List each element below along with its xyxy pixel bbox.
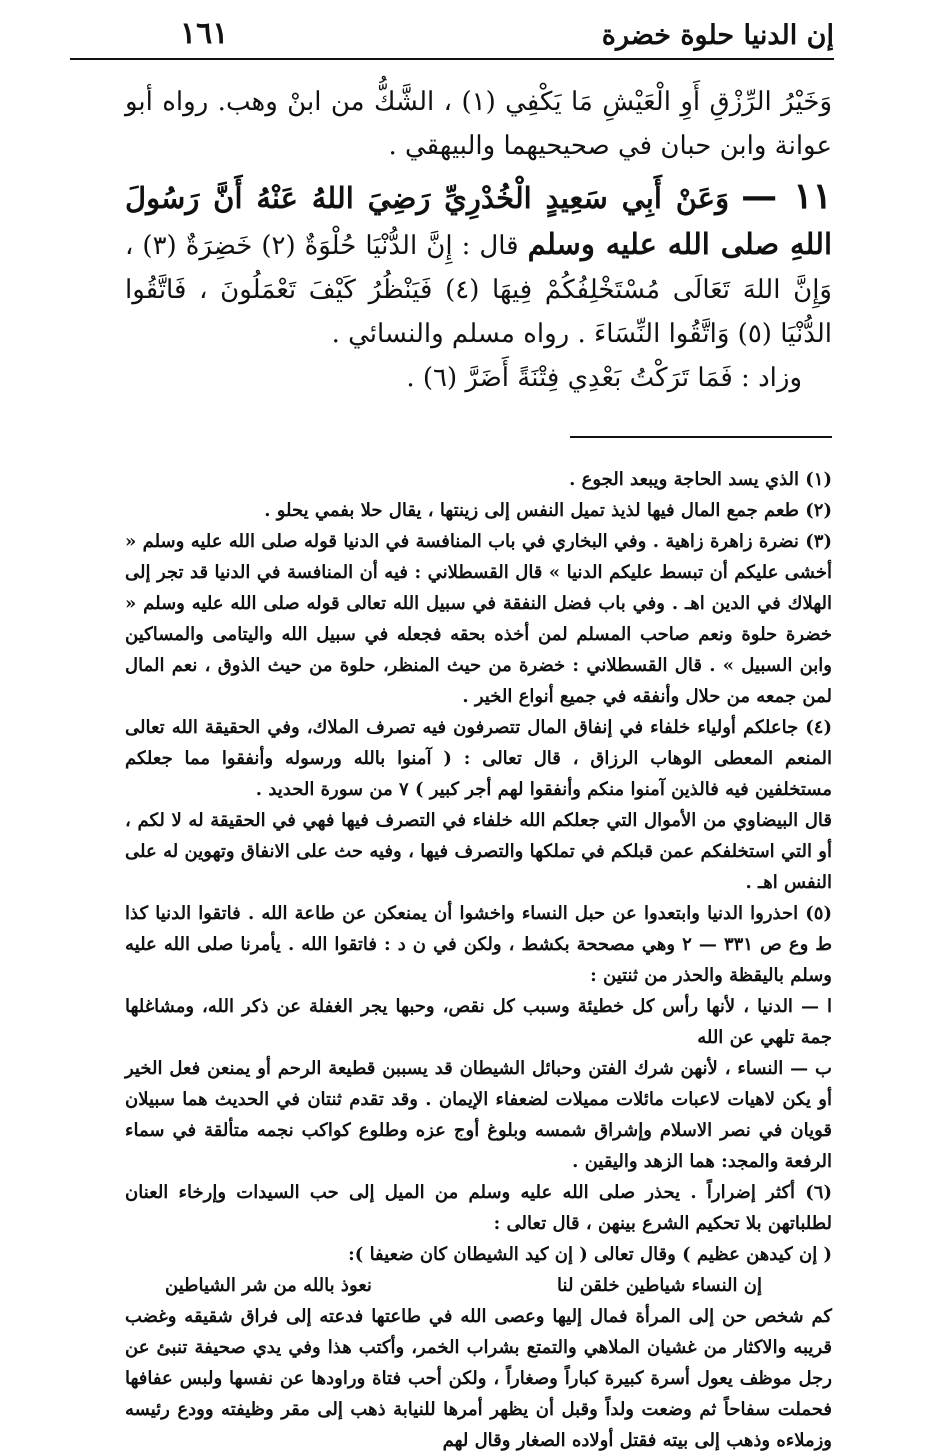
page-number: ١٦١ bbox=[180, 16, 229, 51]
hadith-opening: وَعَنْ أَبِي سَعِيدٍ الْخُدْرِيِّ رَضِيَ اللهُ عَنْهُ أَنَّ رَسُولَ اللهِ صلى الله عليه وسلم bbox=[125, 181, 832, 261]
footnote-5-item-b: ب — النساء ، لأنهن شرك الفتن وحبائل الشيطان قد يسببن قطيعة الرحم أو يمنعن فعل الخير أو يكن لاهيات لاعبات مائلات مميلات لضعفاء الإيمان . وقد تقدم ثنتان في الحديث هما سبيلان قويان في نصر الاسلام وإشراق شمسه وبلوغ أوج عزه وطلوع كواكب نجمه متألقة في سماء الرفعة والمجد: هما الزهد واليقين . bbox=[125, 1058, 832, 1172]
footnote-6: (٦) أكثر إضراراً . يحذر صلى الله عليه وسلم من الميل إلى حب السيدات وإرخاء العنان لطلباتهن بلا تحكيم الشرع بينهن ، قال تعالى : bbox=[125, 1182, 832, 1234]
footnote-separator bbox=[570, 436, 832, 438]
verse-hemistich-2: نعوذ بالله من شر الشياطين bbox=[165, 1275, 372, 1296]
main-text bbox=[125, 80, 832, 400]
main-paragraph-1: وَخَيْرُ الرِّزْقِ أَوِ الْعَيْشِ مَا يَكْفِي (١) ، الشَّكُّ من ابنْ وهب. رواه أبو عوانة وابن حبان في صحيحيهما والبيهقي . bbox=[125, 87, 832, 161]
footnote-6-quote: ( إن كيدهن عظيم ) وقال تعالى ( إن كيد الشيطان كان ضعيفا ): bbox=[348, 1244, 832, 1265]
footnote-1: (١) الذي يسد الحاجة ويبعد الجوع . bbox=[569, 469, 832, 490]
footnote-2: (٢) طعم جمع المال فيها لذيذ تميل النفس إلى زينتها ، يقال حلا بفمي يحلو . bbox=[264, 500, 832, 521]
footnote-6-continued: كم شخص حن إلى المرأة فمال إليها وعصى الله في طاعتها فدعته إلى فراق شقيقه وغضب قريبه والاكثار من غشيان الملاهي والتمتع بشراب الخمر، وأكتب هذا وفي يدي صحيفة تنبئ عن رجل موظف يعول أسرة كبيرة كباراً وصغاراً ، ولكن أحب فتاة وراودها عن نفسها ولبس عفافها فحملت سفاحاً ثم وضعت ولداً وقبل أن يظهر أمرها للنيابة ذهب إلى مقر وظيفته وودع رئيسه وزملاءه وذهب إلى بيته فقتل أولاده الصغار وقال لهم bbox=[125, 1306, 832, 1451]
page-header bbox=[70, 14, 834, 60]
footnote-4-continued: قال البيضاوي من الأموال التي جعلكم الله خلفاء في التصرف فيها فهي في الحقيقة له لا لكم ، أو التي استخلفكم عمن قبلكم في تملكها والتصرف فيها ، وفيه حث على الانفاق وتهوين له على النفس اهـ . bbox=[125, 810, 832, 893]
footnote-5: (٥) احذروا الدنيا وابتعدوا عن حبل النساء واخشوا أن يمنعكن عن طاعة الله . فاتقوا الدنيا كذا ط وع ص ٣٣١ — ٢ وهي مصححة بكشط ، ولكن في ن د : فاتقوا الله . يأمرنا صلى الله عليه وسلم باليقظة والحذر من ثنتين : bbox=[125, 903, 832, 986]
poetry-verse bbox=[125, 1270, 832, 1301]
verse-hemistich-1: إن النساء شياطين خلقن لنا bbox=[557, 1275, 762, 1296]
hadith-text: قال : إِنَّ الدُّنْيَا حُلْوَةٌ (٢) خَضِرَةٌ (٣) ، وَإِنَّ اللهَ تَعَالَى مُسْتَخْلِفُكُمْ فِيهَا (٤) فَيَنْظُرُ كَيْفَ تَعْمَلُونَ ، فَاتَّقُوا الدُّنْيَا (٥) وَاتَّقُوا النِّسَاءَ . رواه مسلم والنسائي . bbox=[125, 231, 832, 349]
footnote-3: (٣) نضرة زاهرة زاهية . وفي البخاري في باب المنافسة في الدنيا قوله صلى الله عليه وسلم « أخشى عليكم أن تبسط عليكم الدنيا » قال القسطلاني : فيه أن المنافسة في الدنيا قد تجر إلى الهلاك في الدين اهـ . وفي باب فضل النفقة في سبيل الله تعالى قوله صلى الله عليه وسلم « خضرة حلوة ونعم صاحب المسلم لمن أخذه بحقه فجعله في سبيل الله واليتامى والمساكين وابن السبيل » . قال القسطلاني : خضرة من حيث المنظر، حلوة من حيث الذوق ، نعم المال لمن جمعه من حلال وأنفقه في جميع أنواع الخير . bbox=[125, 531, 832, 707]
hadith-paragraph bbox=[125, 174, 832, 356]
footnote-4: (٤) جاعلكم أولياء خلفاء في إنفاق المال تتصرفون فيه تصرف الملاك، وفي الحقيقة الله تعالى المنعم المعطى الوهاب الرزاق ، قال تعالى : ( آمنوا بالله ورسوله وأنفقوا مما جعلكم مستخلفين فيه فالذين آمنوا منكم وأنفقوا لهم أجر كبير ) ٧ من سورة الحديد . bbox=[125, 717, 832, 800]
footnotes bbox=[125, 464, 832, 1456]
main-paragraph-3: وزاد : فَمَا تَرَكْتُ بَعْدِي فِتْنَةً أَضَرَّ (٦) . bbox=[406, 363, 802, 393]
footnote-5-item-a: ا — الدنيا ، لأنها رأس كل خطيئة وسبب كل نقص، وحبها يجر الغفلة عن ذكر الله، ومشاغلها جمة تلهي عن الله bbox=[125, 996, 832, 1048]
hadith-number: ١١ — bbox=[741, 175, 832, 217]
running-title: إن الدنيا حلوة خضرة bbox=[601, 20, 834, 51]
